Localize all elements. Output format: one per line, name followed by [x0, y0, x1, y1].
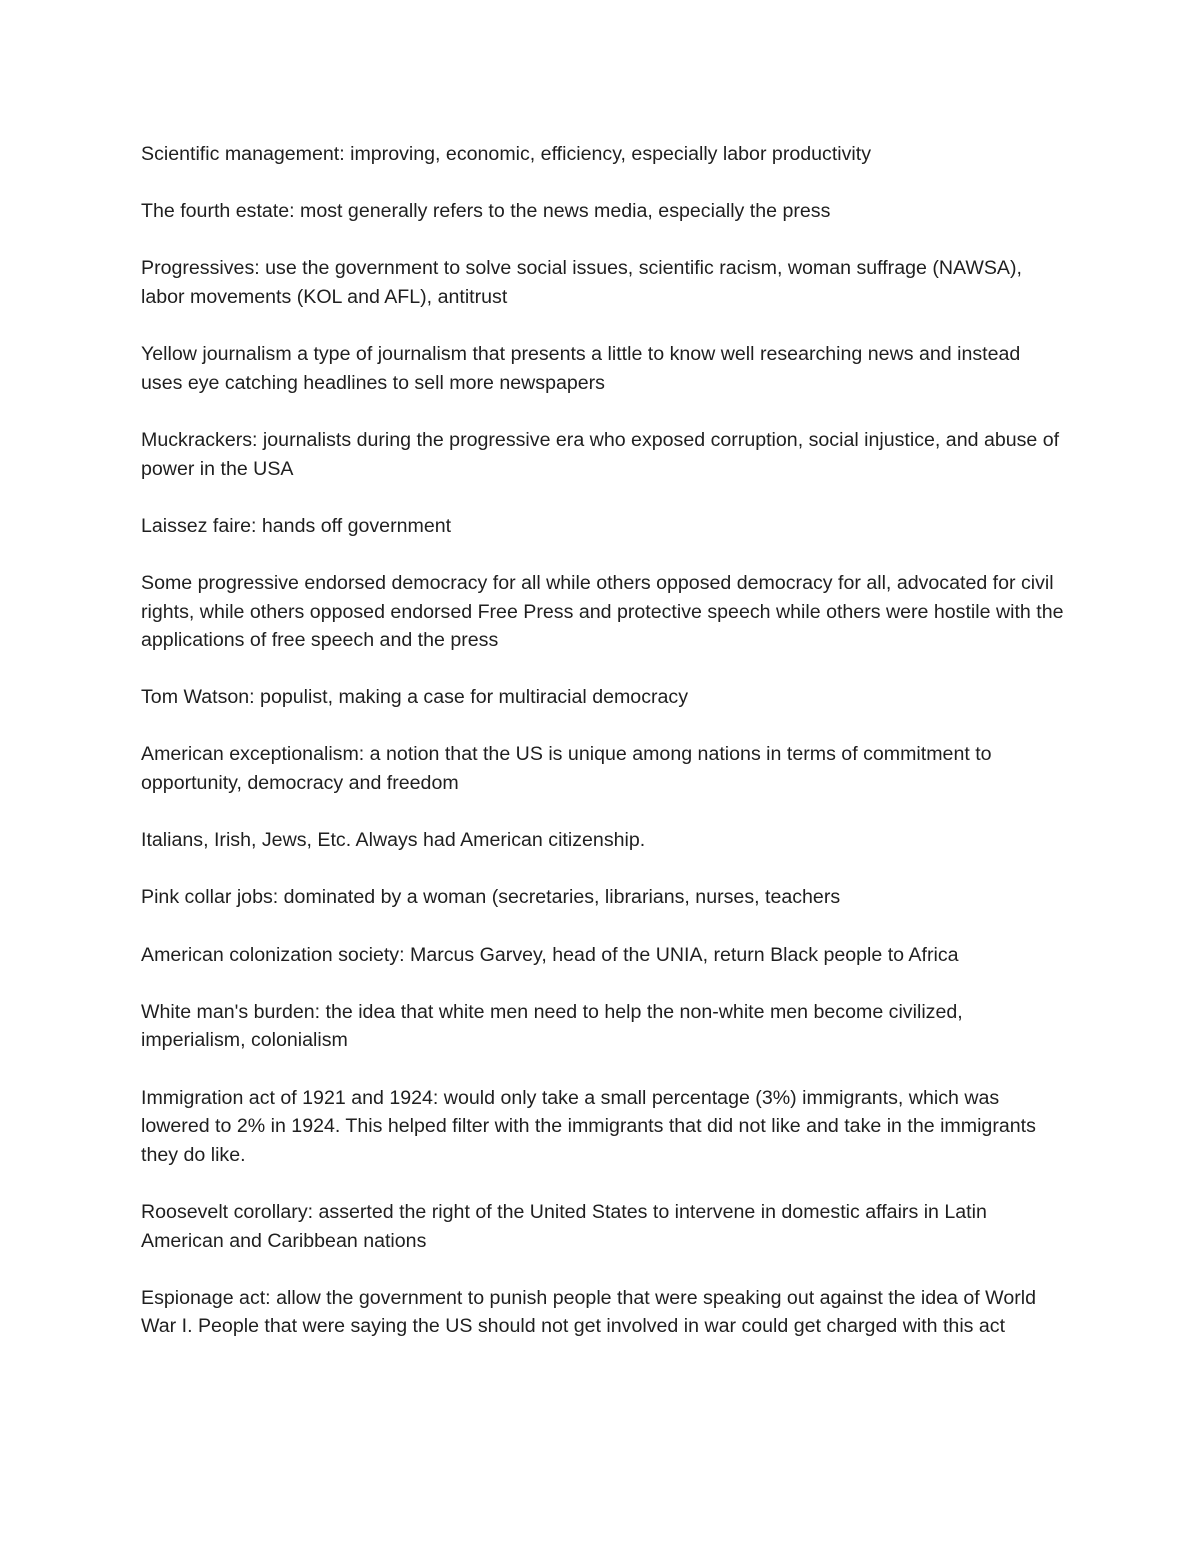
paragraph-muckrackers: Muckrackers: journalists during the progressive era who exposed corruption, social injustice, and abuse of power in the USA: [141, 428, 1060, 480]
paragraph-fourth-estate: The fourth estate: most generally refers to the news media, especially the press: [141, 200, 831, 223]
paragraph-american-exceptionalism: American exceptionalism: a notion that the US is unique among nations in terms of commitment to opportunity, democracy and freedom: [141, 743, 992, 795]
document-body: [141, 140, 1066, 1341]
paragraph-progressive-democracy: Some progressive endorsed democracy for all while others opposed democracy for all, advocated for civil rights, while others opposed endorsed Free Press and protective speech while others were hostile with the applications of free speech and the press: [141, 571, 1064, 652]
paragraph-immigration-act: Immigration act of 1921 and 1924: would only take a small percentage (3%) immigrants, which was lowered to 2% in 1924. This helped filter with the immigrants that did not like and take in the immigrants they do like.: [141, 1086, 1036, 1166]
paragraph-tom-watson: Tom Watson: populist, making a case for multiracial democracy: [141, 686, 689, 709]
paragraph-citizenship: Italians, Irish, Jews, Etc. Always had American citizenship.: [141, 829, 646, 852]
paragraph-american-colonization-society: American colonization society: Marcus Garvey, head of the UNIA, return Black people to Africa: [141, 943, 959, 966]
paragraph-progressives: Progressives: use the government to solve social issues, scientific racism, woman suffrage (NAWSA), labor movements (KOL and AFL), antitrust: [141, 257, 1022, 308]
paragraph-scientific-management: Scientific management: improving, economic, efficiency, especially labor productivity: [141, 143, 872, 165]
paragraph-yellow-journalism: Yellow journalism a type of journalism that presents a little to know well researching news and instead uses eye catching headlines to sell more newspapers: [141, 343, 1021, 394]
paragraph-espionage-act: Espionage act: allow the government to punish people that were speaking out against the idea of World War I. People that were saying the US should not get involved in war could get charged with this act: [141, 1286, 1036, 1338]
paragraph-laissez-faire: Laissez faire: hands off government: [141, 514, 452, 537]
paragraph-white-mans-burden: White man's burden: the idea that white men need to help the non-white men become civilized, imperialism, colonialism: [141, 1000, 963, 1052]
paragraph-roosevelt-corollary: Roosevelt corollary: asserted the right of the United States to intervene in domestic affairs in Latin American and Caribbean nations: [141, 1200, 987, 1252]
paragraph-pink-collar-jobs: Pink collar jobs: dominated by a woman (secretaries, librarians, nurses, teachers: [141, 886, 841, 909]
